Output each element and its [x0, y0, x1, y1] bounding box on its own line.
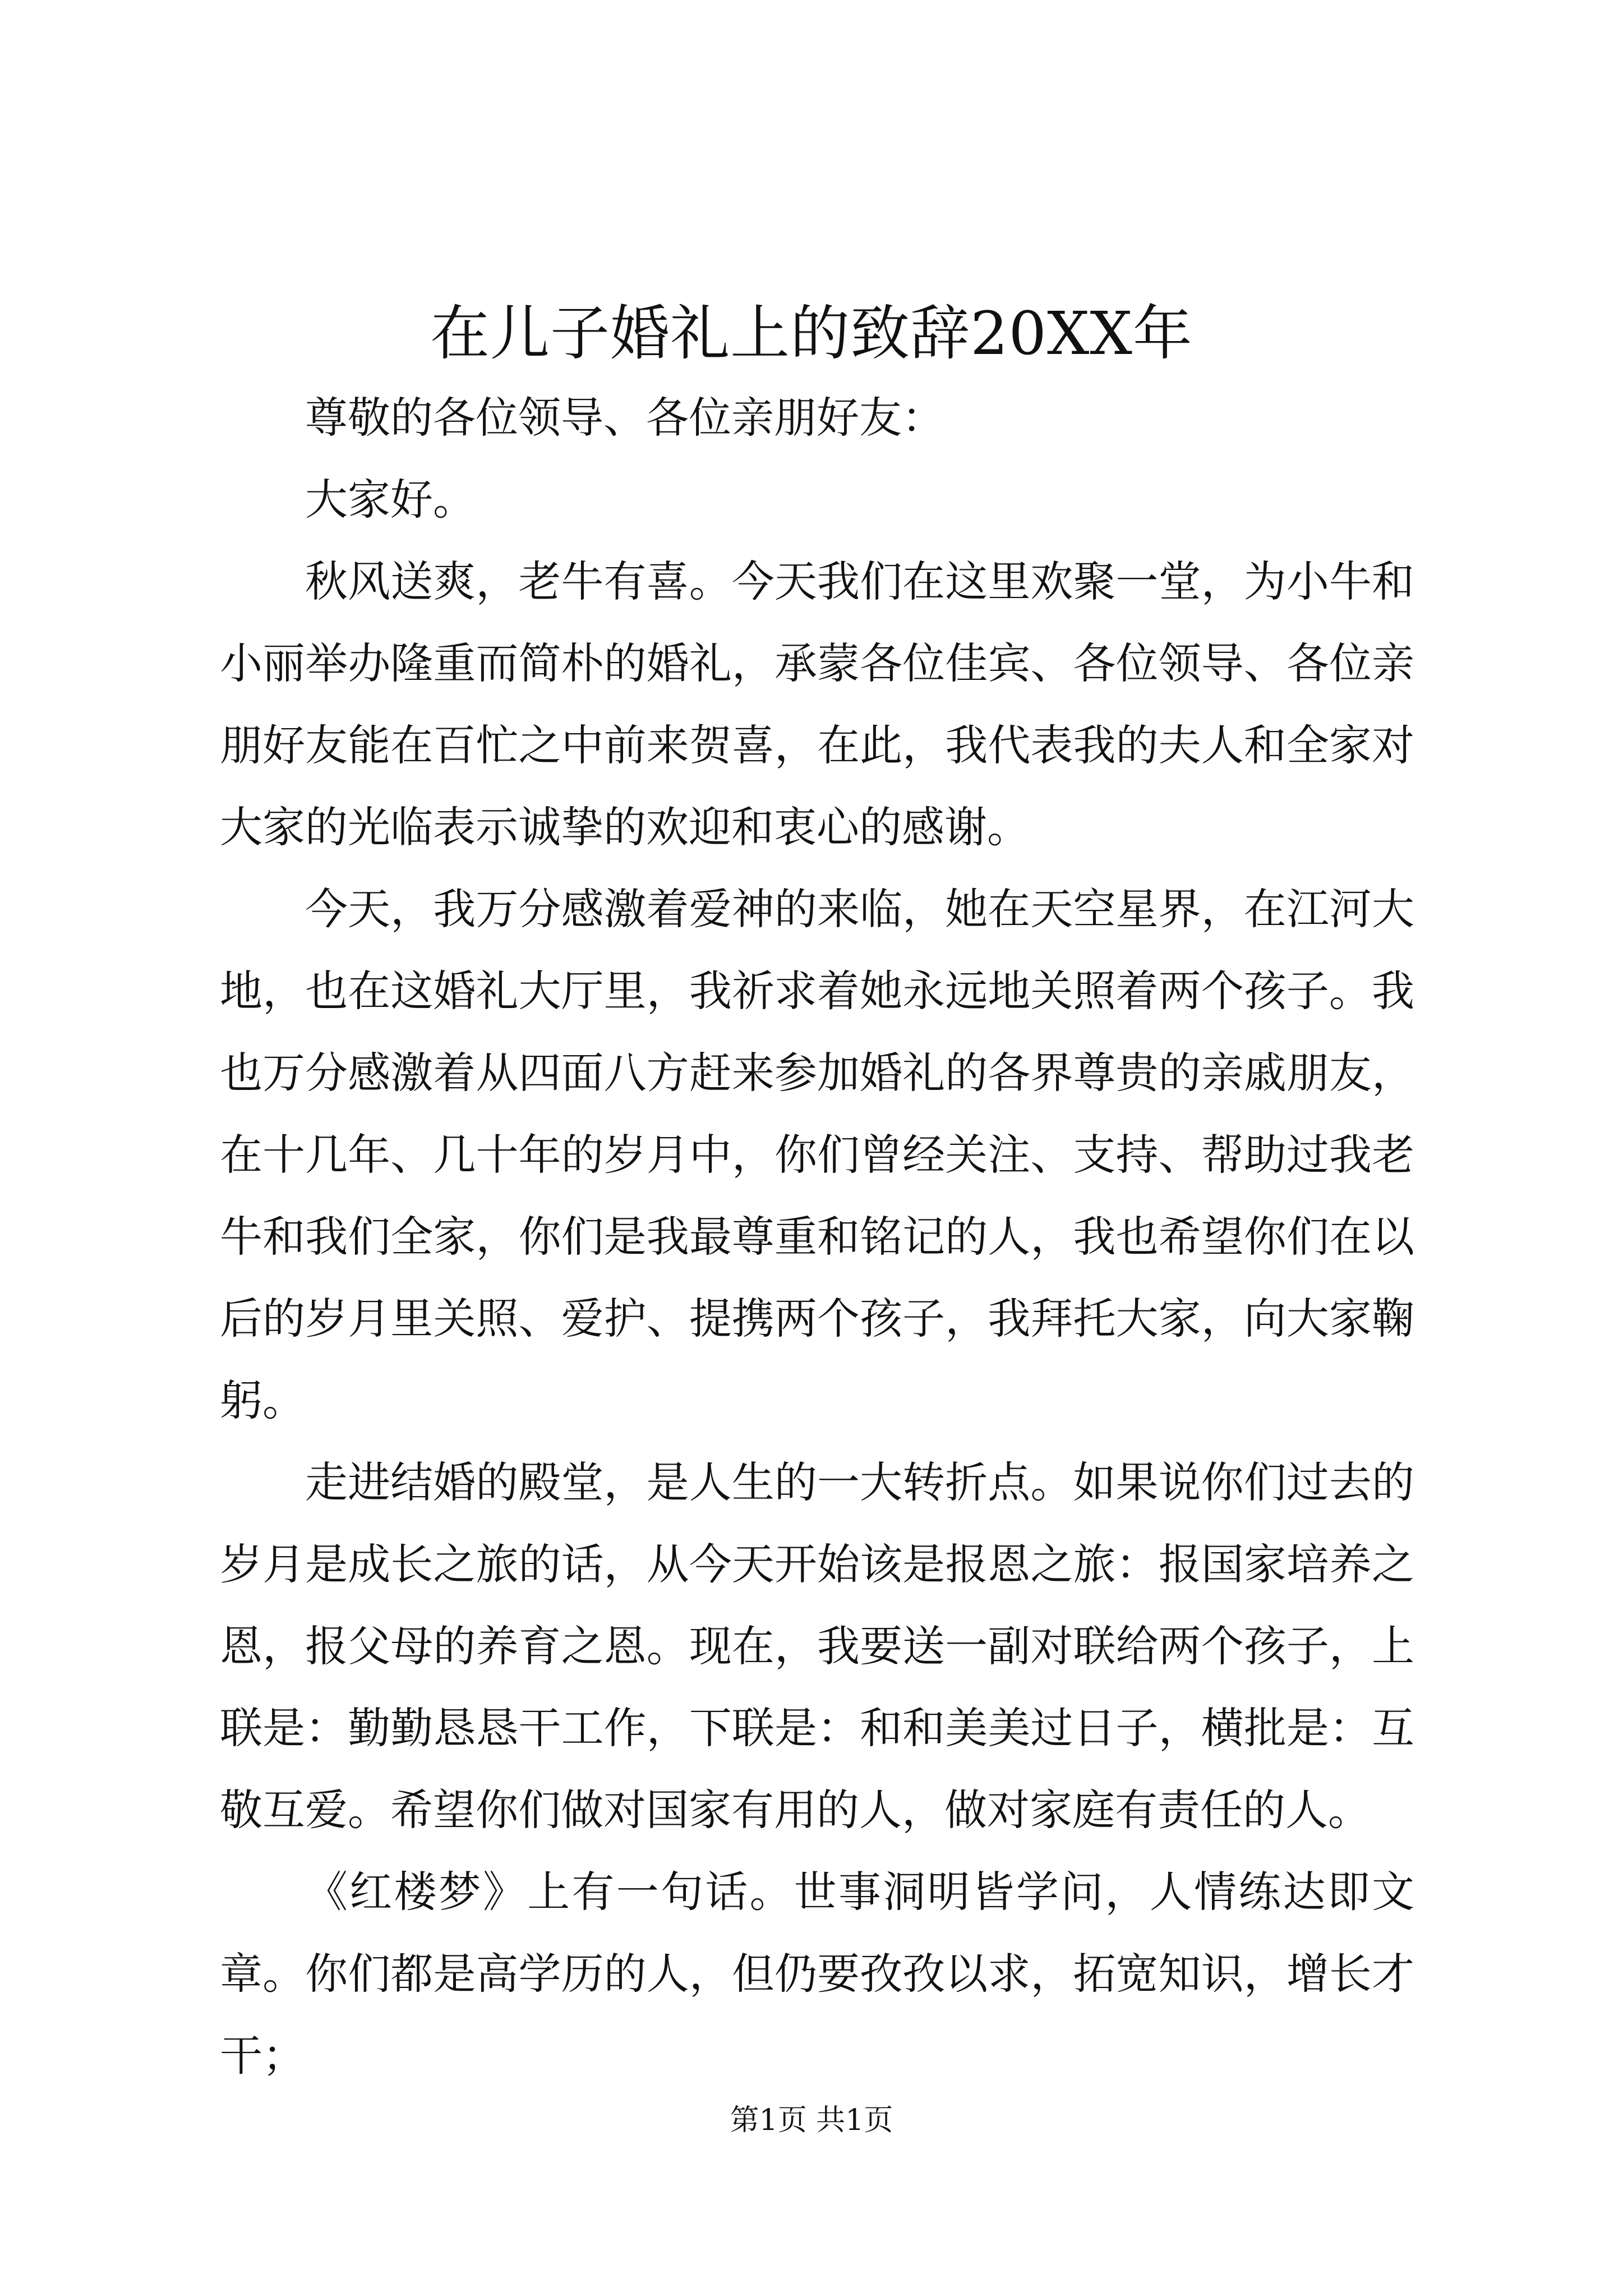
- salutation: 尊敬的各位领导、各位亲朋好友：: [305, 393, 944, 443]
- greeting: 大家好。: [305, 475, 476, 524]
- paragraph: 今天，我万分感激着爱神的来临，她在天空星界，在江河大地，也在这婚礼大厅里，我祈求着她永远地关照着两个孩子。我也万分感激着从四面八方赶来参加婚礼的各界尊贵的亲戚朋友，在十几年、几十年的岁月中，你们曾经关注、支持、帮助过我老牛和我们全家，你们是我最尊重和铭记的人，我也希望你们在以后的岁月里关照、爱护、提携两个孩子，我拜托大家，向大家鞠躬。: [220, 884, 1414, 1425]
- paragraph: 走进结婚的殿堂，是人生的一大转折点。如果说你们过去的岁月是成长之旅的话，从今天开始该是报恩之旅：报国家培养之恩，报父母的养育之恩。现在，我要送一副对联给两个孩子，上联是：勤勤恳恳干工作，下联是：和和美美过日子，横批是：互敬互爱。希望你们做对国家有用的人，做对家庭有责任的人。: [220, 1457, 1414, 1835]
- paragraph: 秋风送爽，老牛有喜。今天我们在这里欢聚一堂，为小牛和小丽举办隆重而简朴的婚礼，承蒙各位佳宾、各位领导、各位亲朋好友能在百忙之中前来贺喜，在此，我代表我的夫人和全家对大家的光临表示诚挚的欢迎和衷心的感谢。: [220, 556, 1414, 852]
- page-footer: 第1页 共1页: [730, 2104, 893, 2137]
- paragraph: 《红楼梦》上有一句话。世事洞明皆学问，人情练达即文章。你们都是高学历的人，但仍要孜孜以求，拓宽知识，增长才干；: [220, 1867, 1414, 2081]
- document-title: 在儿子婚礼上的致辞20XX年: [430, 299, 1193, 368]
- document-body: [220, 377, 1414, 2097]
